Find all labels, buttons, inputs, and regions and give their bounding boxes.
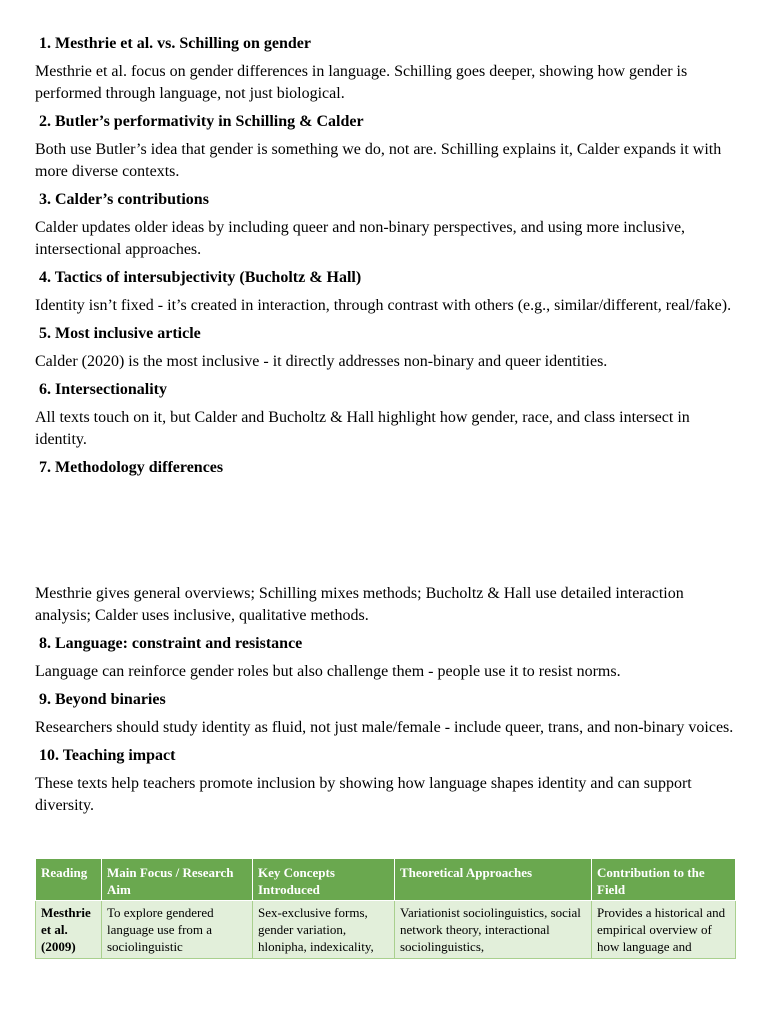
spacer bbox=[35, 823, 735, 858]
question-answer: Language can reinforce gender roles but also challenge them - people use it to resist norms. bbox=[35, 663, 621, 680]
question-heading: 4. Tactics of intersubjectivity (Bucholtz & Hall) bbox=[39, 269, 362, 286]
question-heading: 9. Beyond binaries bbox=[39, 691, 166, 708]
table-cell-main-focus: To explore gendered language use from a sociolinguistic bbox=[102, 901, 253, 959]
column-header-key-concepts: Key Concepts Introduced bbox=[253, 859, 395, 901]
column-header-theoretical-approaches: Theoretical Approaches bbox=[395, 859, 592, 901]
question-answer: Calder (2020) is the most inclusive - it directly addresses non-binary and queer identities. bbox=[35, 353, 608, 370]
question-answer: Identity isn’t fixed - it’s created in interaction, through contrast with others (e.g., similar/different, real/fake). bbox=[35, 297, 732, 314]
question-answer: These texts help teachers promote inclusion by showing how language shapes identity and can support diversity. bbox=[35, 775, 692, 814]
question-heading: 3. Calder’s contributions bbox=[39, 191, 209, 208]
table-cell-reading: Mesthrie et al. (2009) bbox=[36, 901, 102, 959]
question-heading: 7. Methodology differences bbox=[39, 459, 224, 476]
question-heading: 1. Mesthrie et al. vs. Schilling on gender bbox=[39, 35, 311, 52]
question-heading: 5. Most inclusive article bbox=[39, 325, 201, 342]
table-cell-contribution: Provides a historical and empirical overview of how language and bbox=[592, 901, 736, 959]
table-cell-key-concepts: Sex-exclusive forms, gender variation, hlonipha, indexicality, bbox=[253, 901, 395, 959]
question-heading: 10. Teaching impact bbox=[39, 747, 176, 764]
question-answer: Researchers should study identity as fluid, not just male/female - include queer, trans, and non-binary voices. bbox=[35, 719, 734, 736]
question-answer: Mesthrie et al. focus on gender differences in language. Schilling goes deeper, showing how gender is performed through language, not just biological. bbox=[35, 63, 688, 102]
readings-summary-table bbox=[35, 858, 736, 959]
column-header-reading: Reading bbox=[36, 859, 102, 901]
column-header-contribution: Contribution to the Field bbox=[592, 859, 736, 901]
question-answer: Both use Butler’s idea that gender is something we do, not are. Schilling explains it, Calder expands it with more diverse contexts. bbox=[35, 141, 722, 180]
question-answer: All texts touch on it, but Calder and Bucholtz & Hall highlight how gender, race, and class intersect in identity. bbox=[35, 409, 690, 448]
question-heading: 8. Language: constraint and resistance bbox=[39, 635, 303, 652]
table-row bbox=[36, 901, 736, 959]
table-cell-theoretical-approaches: Variationist sociolinguistics, social network theory, interactional sociolinguistics, bbox=[395, 901, 592, 959]
table-header-row bbox=[36, 859, 736, 901]
question-answer: Mesthrie gives general overviews; Schilling mixes methods; Bucholtz & Hall use detailed interaction analysis; Calder uses inclusive, qualitative methods. bbox=[35, 585, 684, 624]
question-answer: Calder updates older ideas by including queer and non-binary perspectives, and using more inclusive, intersectional approaches. bbox=[35, 219, 686, 258]
column-header-main-focus: Main Focus / Research Aim bbox=[102, 859, 253, 901]
question-heading: 6. Intersectionality bbox=[39, 381, 167, 398]
qa-section bbox=[35, 33, 735, 817]
blank-space bbox=[35, 485, 735, 583]
question-heading: 2. Butler’s performativity in Schilling & Calder bbox=[39, 113, 364, 130]
document-body bbox=[35, 33, 735, 959]
